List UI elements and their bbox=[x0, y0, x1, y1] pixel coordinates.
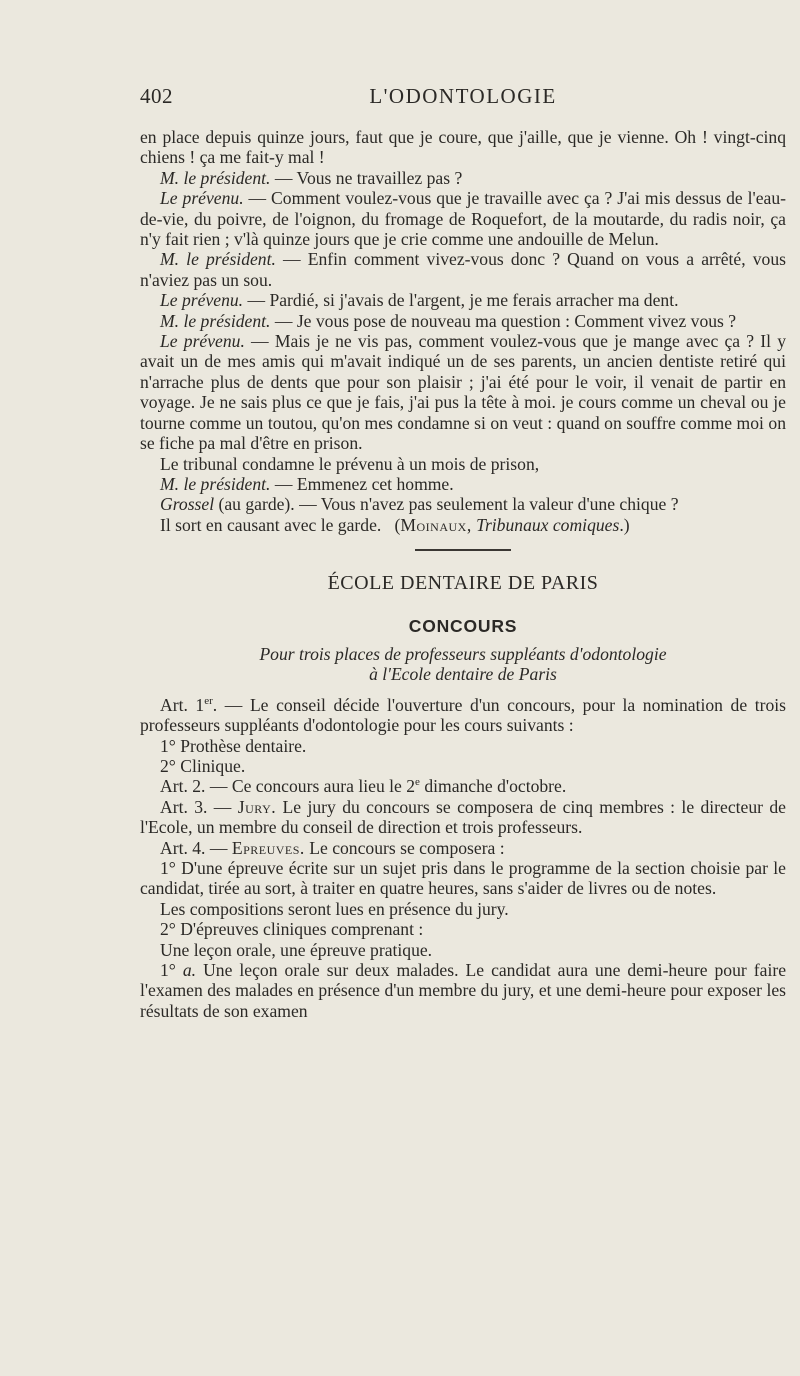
article-4: Art. 4. — Epreuves. Le concours se composera : bbox=[160, 837, 505, 858]
page-header bbox=[140, 84, 786, 114]
list-item: 2° Clinique. bbox=[160, 755, 246, 776]
dialogue-line: M. le président. — Emmenez cet homme. bbox=[160, 473, 454, 494]
speaker: M. le président. bbox=[160, 473, 271, 494]
list-item: 1° Prothèse dentaire. bbox=[160, 735, 307, 756]
dialogue-line: Le tribunal condamne le prévenu à un mois de prison, bbox=[160, 453, 540, 474]
section-title: ÉCOLE DENTAIRE DE PARIS bbox=[327, 572, 599, 595]
section-divider bbox=[415, 549, 511, 551]
speaker: Le prévenu. bbox=[160, 188, 244, 209]
dialogue-line: Le prévenu. — Mais je ne vis pas, comment voulez-vous que je mange avec ça ? Il y avait un de mes amis qui m'avait indiqué un de ses parents, un ancien dentiste retiré qui n'arrache plus de dents que pour son plaisir ; j'ai été pour le voir, il venait de partir en voyage. Je ne sais plus ce que je fais, j'ai pus la tête à moi. je cours comme un cheval ou je tourne comme un toutou, qu'on mes condamne si on veut : quand on souffre comme moi on se fiche pa mal d'être en prison. bbox=[140, 331, 787, 454]
section-description: Pour trois places de professeurs suppléants d'odontologie bbox=[259, 643, 667, 664]
dialogue-line: Grossel (au garde). — Vous n'avez pas seulement la valeur d'une chique ? bbox=[160, 494, 679, 515]
article-2: Art. 2. — Ce concours aura lieu le 2e dimanche d'octobre. bbox=[160, 776, 567, 797]
source-title: Tribunaux comiques bbox=[476, 514, 620, 535]
article-paragraph: 2° D'épreuves cliniques comprenant : bbox=[160, 919, 424, 940]
speaker: Le prévenu. bbox=[160, 290, 244, 311]
article-paragraph: Les compositions seront lues en présence du jury. bbox=[160, 898, 509, 919]
speaker: M. le président. bbox=[160, 249, 276, 270]
page-number: 402 bbox=[140, 84, 173, 108]
source-author: Moinaux, bbox=[400, 514, 472, 535]
article-3: Art. 3. — Jury. Le jury du concours se composera de cinq membres : le directeur de l'Ecole, un membre du conseil de direction et trois professeurs. bbox=[140, 796, 786, 838]
article-1: Art. 1er. — Le conseil décide l'ouverture d'un concours, pour la nomination de trois professeurs suppléants d'odontologie pour les cours suivants : bbox=[140, 694, 786, 736]
dialogue-line: M. le président. — Enfin comment vivez-vous donc ? Quand on vous a arrêté, vous n'aviez pas un sou. bbox=[140, 249, 786, 290]
article-paragraph: Une leçon orale, une épreuve pratique. bbox=[160, 939, 433, 960]
speaker: Grossel bbox=[160, 494, 215, 515]
dialogue-line: M. le président. — Vous ne travaillez pas ? bbox=[160, 167, 463, 188]
main-text bbox=[140, 127, 786, 1021]
dialogue-line: Le prévenu. — Pardié, si j'avais de l'argent, je me ferais arracher ma dent. bbox=[160, 290, 679, 311]
speaker: M. le président. bbox=[160, 167, 271, 188]
dialogue-line: M. le président. — Je vous pose de nouveau ma question : Comment vivez vous ? bbox=[160, 310, 737, 331]
speaker: M. le président. bbox=[160, 310, 271, 331]
section-description: à l'Ecole dentaire de Paris bbox=[369, 664, 557, 685]
running-head: L'ODONTOLOGIE bbox=[369, 84, 557, 108]
dialogue-line: Le prévenu. — Comment voulez-vous que je travaille avec ça ? J'ai mis dessus de l'eau-de-vie, du poivre, de l'oignon, du fromage de Roquefort, de la moutarde, du radis noir, ça n'y fait rien ; v'là quinze jours que je crie comme une andouille de Melun. bbox=[140, 188, 786, 250]
dialogue-line: en place depuis quinze jours, faut que je coure, que j'aille, que je vienne. Oh ! vingt-cinq chiens ! ça me fait-y mal ! bbox=[140, 127, 786, 168]
section-subtitle: CONCOURS bbox=[408, 615, 518, 636]
closing-line: Il sort en causant avec le garde. (Moinaux, Tribunaux comiques.) bbox=[160, 514, 630, 535]
speaker: Le prévenu. bbox=[160, 331, 245, 352]
article-paragraph: 1° D'une épreuve écrite sur un sujet pris dans le programme de la section choisie par le candidat, tirée au sort, à traiter en quatre heures, sans s'aider de livres ou de notes. bbox=[140, 858, 786, 899]
article-paragraph: 1° a. Une leçon orale sur deux malades. Le candidat aura une demi-heure pour faire l'examen des malades en présence d'un membre du jury, et une demi-heure pour exposer les résultats de son examen bbox=[140, 960, 787, 1021]
